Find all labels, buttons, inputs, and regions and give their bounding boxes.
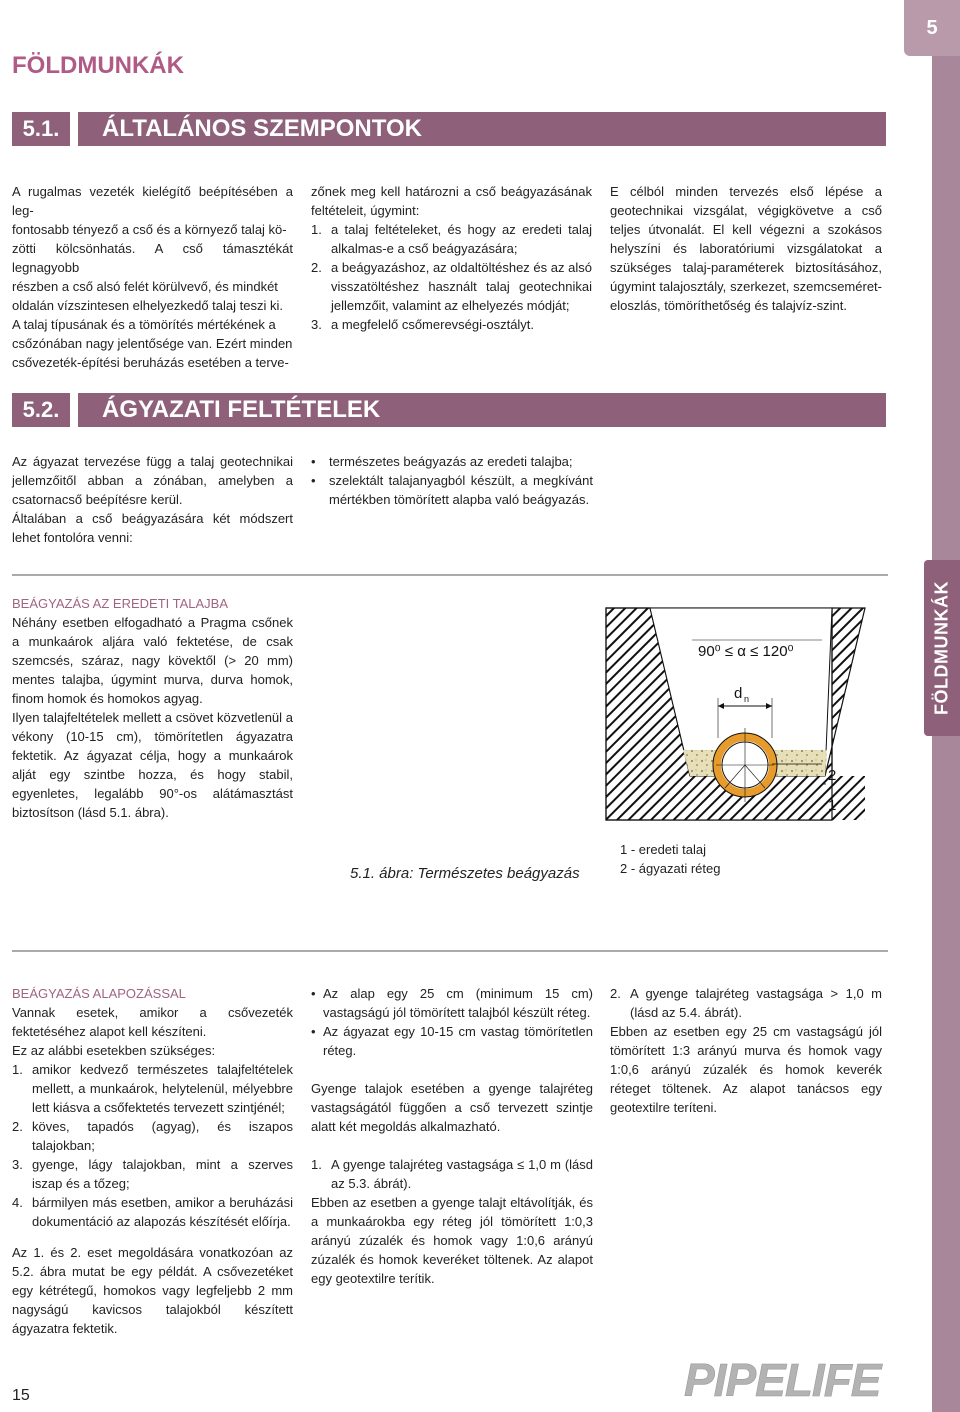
bedding-foundation-column3 <box>610 984 882 1117</box>
paragraph: Az 1. és 2. eset megoldására vonatkozóan az 5.2. ábra mutat be egy példát. A csővezetéket egy kétrétegű, homokos vagy legfeljebb 2 mm nagyságú kavicsos talajokból készített ágyazatra fektetik. <box>12 1245 293 1336</box>
page-number: 15 <box>12 1387 30 1404</box>
bullet-icon: • <box>311 473 316 488</box>
subsection-heading: BEÁGYAZÁS AZ EREDETI TALAJBA <box>12 596 229 611</box>
list-text: Az alap egy 25 cm (minimum 15 cm) vastagságú jól tömörített talajból készült réteg. <box>323 986 593 1020</box>
section1-column1 <box>12 182 293 372</box>
list-item <box>12 1060 293 1117</box>
divider <box>12 574 888 576</box>
legend-item: 1 - eredeti talaj <box>620 842 706 857</box>
text-line: zötti kölcsönhatás. A cső támasztékát legnagyobb <box>12 241 293 275</box>
list-text: a talaj feltételeket, és hogy az eredeti talaj alkalmas-e a cső beágyazására; <box>331 222 592 256</box>
chapter-tab: 5 <box>904 0 960 56</box>
side-chapter-label: FÖLDMUNKÁK <box>931 581 952 715</box>
list-text: szelektált talajanyagból készült, a megkívánt mértékben tömörített alapba való beágyazás. <box>329 473 593 507</box>
list-number: 1. <box>311 1157 322 1172</box>
list-item <box>12 1193 293 1231</box>
text-line: részben a cső alsó felét körülvevő, és mindkét <box>12 279 278 294</box>
list-item <box>311 984 593 1022</box>
paragraph: Ilyen talajfeltételek mellett a csövet közvetlenül a vékony (10-15 cm), tömörítetlen ágyazatra fektetik. Az ágyazat célja, hogy a munkaárok alját egy szintbe hozza, és hogy stabil, egyenletes, legalább 90°-os alátámasztást biztosítson (lásd 5.1. ábra). <box>12 710 293 820</box>
angle-range-label: 90⁰ ≤ α ≤ 120⁰ <box>698 643 794 660</box>
foundation-cases-list <box>12 1060 293 1231</box>
list-item <box>12 1117 293 1155</box>
list-item <box>311 315 592 334</box>
foundation-layers-list <box>311 984 593 1060</box>
criteria-list <box>311 220 592 334</box>
list-number: 4. <box>12 1195 23 1210</box>
text-line: csőzónában nagy jelentősége van. Ezért minden <box>12 336 293 351</box>
side-chapter-tab <box>924 560 960 736</box>
subsection-heading: BEÁGYAZÁS ALAPOZÁSSAL <box>12 986 186 1001</box>
list-text: a megfelelő csőmerevségi-osztályt. <box>331 317 535 332</box>
section-number-5-1: 5.1. <box>12 112 70 146</box>
dn-subscript: n <box>744 694 750 704</box>
bullet-icon: • <box>311 1024 316 1039</box>
layer-2-label: 2 <box>828 767 837 784</box>
bedding-foundation-column2 <box>311 984 593 1288</box>
paragraph: E célból minden tervezés első lépése a geotechnikai vizsgálat, végigkövetve a cső teljes útvonalát. El kell végezni a szokásos helyszíni és laboratóriumi vizsgálatokat a szükséges talaj-paraméterek biztosításához, úgymint talajosztály, szerkezet, szemcseméret-eloszlás, tömöríthetőség és talajvíz-szint. <box>610 184 882 313</box>
bedding-methods-list <box>311 452 593 509</box>
list-number: 1. <box>311 222 322 237</box>
paragraph: Vannak esetek, amikor a csővezeték fektetéséhez alapot kell készíteni. <box>12 1005 293 1039</box>
text-line: A talaj típusának és a tömörítés mértékének a <box>12 317 276 332</box>
layer-1-label: 1 <box>828 797 837 814</box>
paragraph: zőnek meg kell határozni a cső beágyazásának feltételeit, úgymint: <box>311 184 592 218</box>
list-text: bármilyen más esetben, amikor a beruházási dokumentáció az alapozás készítését előírja. <box>32 1195 293 1229</box>
paragraph: Ez az alábbi esetekben szükséges: <box>12 1043 216 1058</box>
section-number-5-2: 5.2. <box>12 393 70 427</box>
figure-legend <box>620 840 720 878</box>
trench-bedding-figure <box>600 598 890 830</box>
text-line: A rugalmas vezeték kielégítő beépítésében a leg- <box>12 184 293 218</box>
text-line: oldalán vízszintesen elhelyezkedő talaj teszi ki. <box>12 298 283 313</box>
paragraph: Gyenge talajok esetében a gyenge talajréteg vastagságától függően a cső tervezett szintje alatt két megoldás alkalmazható. <box>311 1081 593 1134</box>
list-text: amikor kedvező természetes talajfeltételek mellett, a munkaárok, helytelenül, mélyebbre lett kiásva a csőfektetés tervezett szintjénél; <box>32 1062 293 1115</box>
list-text: A gyenge talajréteg vastagsága ≤ 1,0 m (lásd az 5.3. ábrát). <box>331 1157 593 1191</box>
list-item <box>311 220 592 258</box>
list-item <box>311 471 593 509</box>
list-item <box>311 452 593 471</box>
list-text: a beágyazáshoz, az oldaltöltéshez és az alsó visszatöltéshez használt talaj geotechnikai jellemzőit, valamint az elhelyezés módját; <box>331 260 592 313</box>
section2-column1 <box>12 452 293 547</box>
section-heading-5-1: ÁLTALÁNOS SZEMPONTOK <box>78 112 886 146</box>
bullet-icon: • <box>311 986 316 1001</box>
section2-column2 <box>311 452 593 509</box>
text-line: csővezeték-építési beruházás esetében a terve- <box>12 355 289 370</box>
bullet-icon: • <box>311 454 316 469</box>
paragraph: Ebben az esetben a gyenge talajt eltávolítják, és a munkaárokba egy réteg jól tömörített 1:0,3 arányú zúzalék és homok vagy 1:0,6 arányú zúzalék és homok keveréket töltenek. Az alapot egy geotextilre terítik. <box>311 1195 593 1286</box>
list-item <box>12 1155 293 1193</box>
list-number: 2. <box>610 986 621 1001</box>
list-text: gyenge, lágy talajokban, mint a szerves iszap és a tőzeg; <box>32 1157 293 1191</box>
list-text: Az ágyazat egy 10-15 cm vastag tömörítetlen réteg. <box>323 1024 593 1058</box>
list-text: A gyenge talajréteg vastagsága > 1,0 m (lásd az 5.4. ábrát). <box>630 986 882 1020</box>
paragraph: Néhány esetben elfogadható a Pragma csőnek a munkaárok aljára való fektetése, de csak szemcsés, száraz, nagy kövektől (> 20 mm) mentes talajba, úgymint murva, durva homok, finom homok és homokos agyag. <box>12 615 293 706</box>
dn-label: d <box>734 685 743 702</box>
list-text: természetes beágyazás az eredeti talajba; <box>329 454 573 469</box>
paragraph: Ebben az esetben egy 25 cm vastagságú jól tömörített 1:3 arányú murva és homok vagy 1:0,6 arányú zúzalék és homok keverék réteget töltenek. Az alapot tanácsos egy geotextilre teríteni. <box>610 1024 882 1115</box>
list-item <box>311 1022 593 1060</box>
divider <box>12 950 888 952</box>
logo-text: PIPELIFE <box>684 1354 881 1406</box>
list-item <box>610 984 882 1022</box>
list-number: 3. <box>12 1157 23 1172</box>
paragraph: Az ágyazat tervezése függ a talaj geotechnikai jellemzőitől abban a zónában, amelyben a csatornacső beépítésre kerül. <box>12 454 293 507</box>
list-number: 2. <box>12 1119 23 1134</box>
legend-item: 2 - ágyazati réteg <box>620 861 721 876</box>
list-number: 1. <box>12 1062 23 1077</box>
section-heading-5-2: ÁGYAZATI FELTÉTELEK <box>78 393 886 427</box>
paragraph: Általában a cső beágyazására két módszert lehet fontolóra venni: <box>12 511 293 545</box>
list-number: 3. <box>311 317 322 332</box>
page-title: FÖLDMUNKÁK <box>12 52 184 79</box>
bedding-foundation-column1 <box>12 984 293 1338</box>
list-item <box>311 1155 593 1193</box>
figure-caption: 5.1. ábra: Természetes beágyazás <box>350 865 580 882</box>
pipelife-logo <box>680 1354 920 1411</box>
section1-column2 <box>311 182 592 334</box>
list-number: 2. <box>311 260 322 275</box>
list-item <box>311 258 592 315</box>
text-line: fontosabb tényező a cső és a környező talaj kö- <box>12 222 287 237</box>
bedding-original-text <box>12 594 293 822</box>
section1-column3 <box>610 182 882 315</box>
list-text: köves, tapadós (agyag), és iszapos talajokban; <box>32 1119 293 1153</box>
